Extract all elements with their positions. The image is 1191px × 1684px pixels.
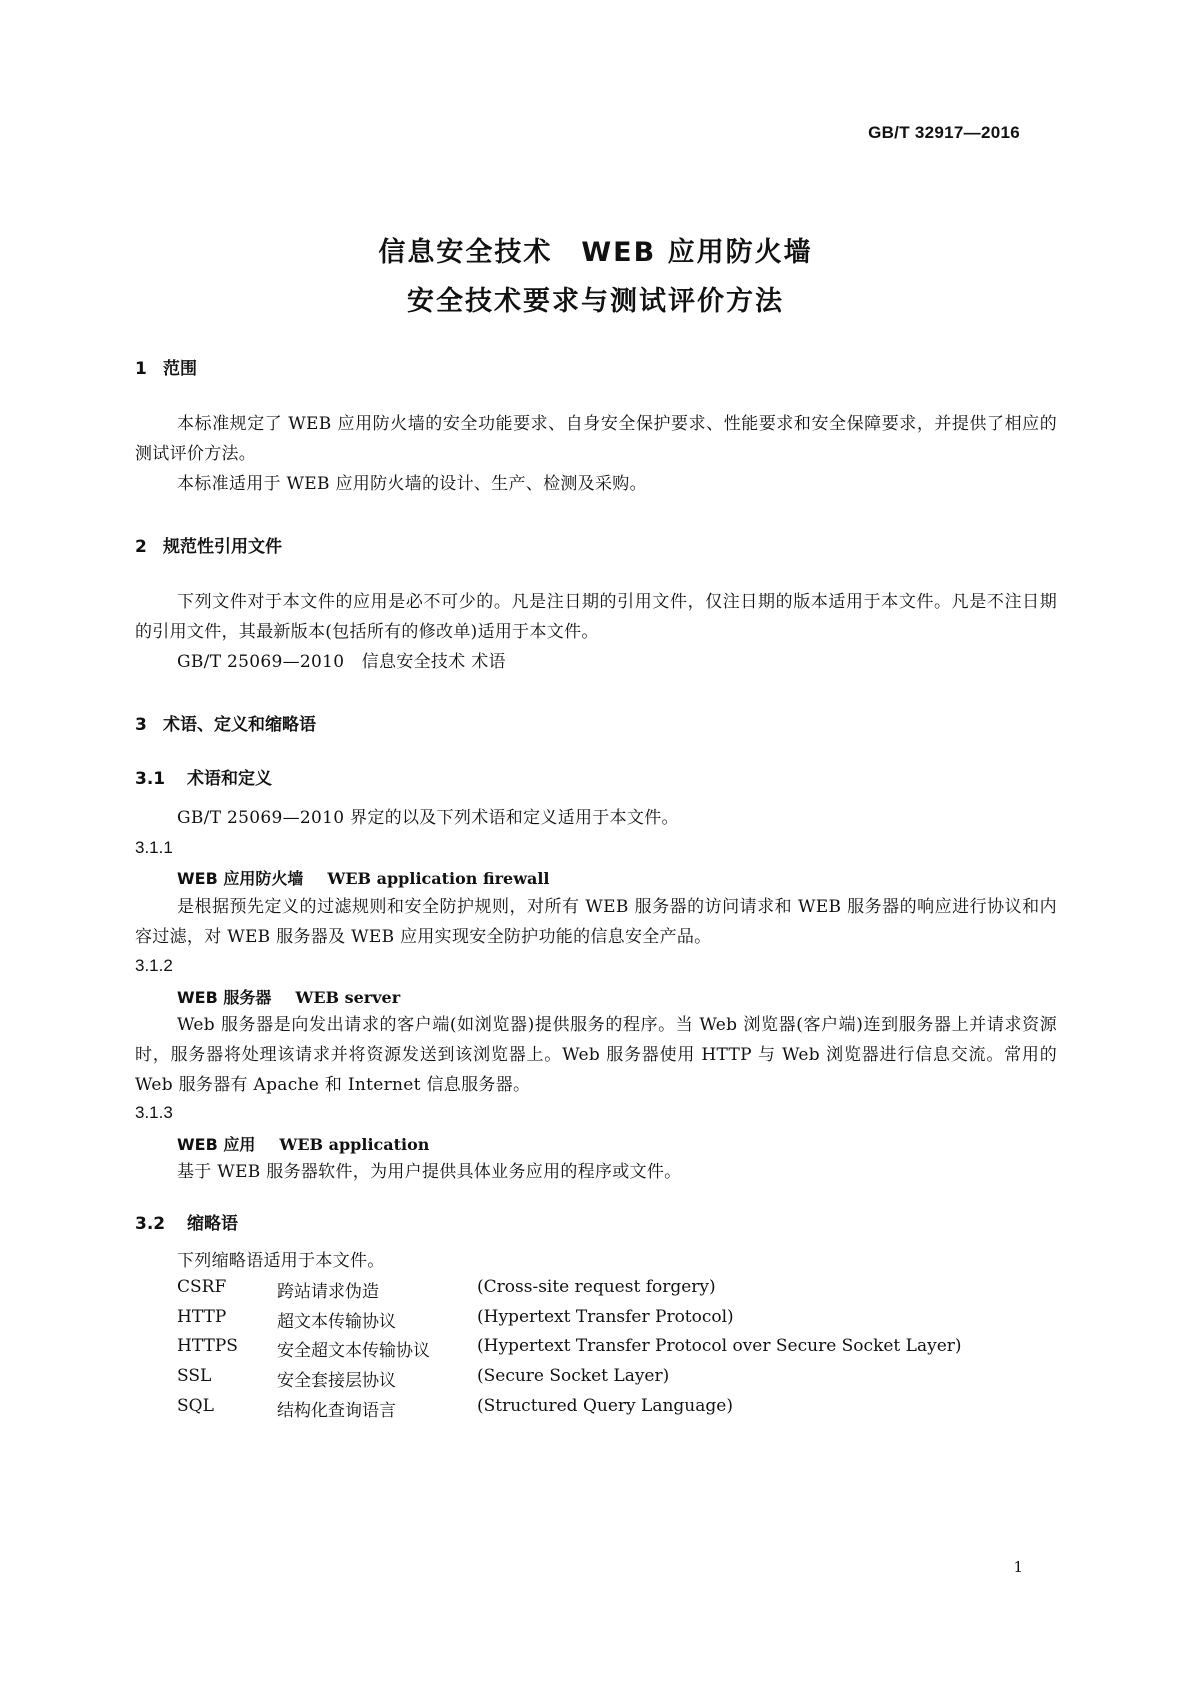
- section-2-heading: [135, 532, 282, 557]
- section-number: 3.1: [135, 769, 166, 789]
- abbreviation-chinese: 超文本传输协议: [277, 1312, 396, 1332]
- section-title: 术语、定义和缩略语: [163, 715, 316, 735]
- section-title: 范围: [163, 359, 197, 379]
- section-number: 3.2: [135, 1214, 166, 1234]
- term-name-cn: WEB 服务器: [177, 988, 272, 1007]
- abbreviation-english: (Cross-site request forgery): [477, 1277, 716, 1297]
- section-title: 规范性引用文件: [163, 537, 282, 557]
- abbreviation: SSL: [177, 1366, 212, 1386]
- term-name-en: WEB application firewall: [327, 869, 550, 888]
- section-title: 缩略语: [187, 1214, 238, 1234]
- abbreviation: HTTPS: [177, 1336, 238, 1356]
- abbreviation-chinese: 安全超文本传输协议: [277, 1341, 430, 1361]
- term-name-cn: WEB 应用防火墙: [177, 869, 304, 888]
- abbreviation: SQL: [177, 1396, 214, 1416]
- abbreviation-english: (Secure Socket Layer): [477, 1366, 670, 1386]
- abbreviation-chinese: 安全套接层协议: [277, 1371, 396, 1391]
- term-definition: 是根据预先定义的过滤规则和安全防护规则，对所有 WEB 服务器的访问请求和 WEB 服务器的响应进行协议和内容过滤，对 WEB 服务器及 WEB 应用实现安全防护功能的信息安全产品。: [135, 897, 1057, 947]
- document-title-line-2: 安全技术要求与测试评价方法: [407, 286, 784, 317]
- abbreviation: HTTP: [177, 1307, 227, 1327]
- section-number: 2: [135, 537, 147, 557]
- abbreviation-row: [177, 1336, 962, 1366]
- section-3-2-heading: [135, 1209, 238, 1234]
- section-number: 3: [135, 715, 147, 735]
- abbreviation-chinese: 结构化查询语言: [277, 1401, 396, 1421]
- page-number: 1: [1013, 1558, 1023, 1576]
- scope-paragraph-1: 本标准规定了 WEB 应用防火墙的安全功能要求、自身安全保护要求、性能要求和安全保障要求，并提供了相应的测试评价方法。: [135, 414, 1057, 464]
- abbreviation-english: (Structured Query Language): [477, 1396, 733, 1416]
- term-number: 3.1.3: [135, 1103, 173, 1122]
- term-definition: Web 服务器是向发出请求的客户端(如浏览器)提供服务的程序。当 Web 浏览器(客户端)连到服务器上并请求资源时，服务器将处理该请求并将资源发送到该浏览器上。Web 服务器使用 HTTP 与 Web 浏览器进行信息交流。常用的 Web 服务器有 Apache 和 Internet 信息服务器。: [135, 1015, 1057, 1095]
- normative-reference: GB/T 25069—2010 信息安全技术 术语: [177, 652, 506, 672]
- term-name-cn: WEB 应用: [177, 1135, 256, 1154]
- term-name: [177, 985, 400, 1008]
- section-3-1-heading: [135, 764, 272, 789]
- term-name: [177, 866, 550, 889]
- section-1-heading: [135, 354, 197, 379]
- term-name: [177, 1132, 429, 1155]
- section-3-heading: [135, 710, 316, 735]
- normative-paragraph: 下列文件对于本文件的应用是必不可少的。凡是注日期的引用文件，仅注日期的版本适用于本文件。凡是不注日期的引用文件，其最新版本(包括所有的修改单)适用于本文件。: [135, 592, 1057, 642]
- term-name-en: WEB application: [279, 1135, 430, 1154]
- standard-code: GB/T 32917—2016: [868, 123, 1020, 142]
- abbreviation: CSRF: [177, 1277, 227, 1297]
- section-title: 术语和定义: [187, 769, 272, 789]
- scope-paragraph-2: 本标准适用于 WEB 应用防火墙的设计、生产、检测及采购。: [177, 474, 647, 494]
- abbreviation-english: (Hypertext Transfer Protocol over Secure Socket Layer): [477, 1336, 962, 1356]
- term-definition: 基于 WEB 服务器软件，为用户提供具体业务应用的程序或文件。: [177, 1162, 682, 1182]
- document-title-line-1: 信息安全技术 WEB 应用防火墙: [378, 237, 813, 268]
- abbreviation-english: (Hypertext Transfer Protocol): [477, 1307, 734, 1327]
- abbreviation-row: [177, 1366, 669, 1396]
- term-name-en: WEB server: [295, 988, 401, 1007]
- abbreviation-row: [177, 1307, 734, 1337]
- term-number: 3.1.2: [135, 956, 173, 975]
- terms-intro: GB/T 25069—2010 界定的以及下列术语和定义适用于本文件。: [177, 808, 679, 828]
- abbreviation-row: [177, 1277, 716, 1307]
- term-number: 3.1.1: [135, 838, 173, 857]
- abbreviation-row: [177, 1396, 733, 1426]
- abbreviations-intro: 下列缩略语适用于本文件。: [177, 1251, 385, 1271]
- section-number: 1: [135, 359, 147, 379]
- abbreviation-chinese: 跨站请求伪造: [277, 1282, 379, 1302]
